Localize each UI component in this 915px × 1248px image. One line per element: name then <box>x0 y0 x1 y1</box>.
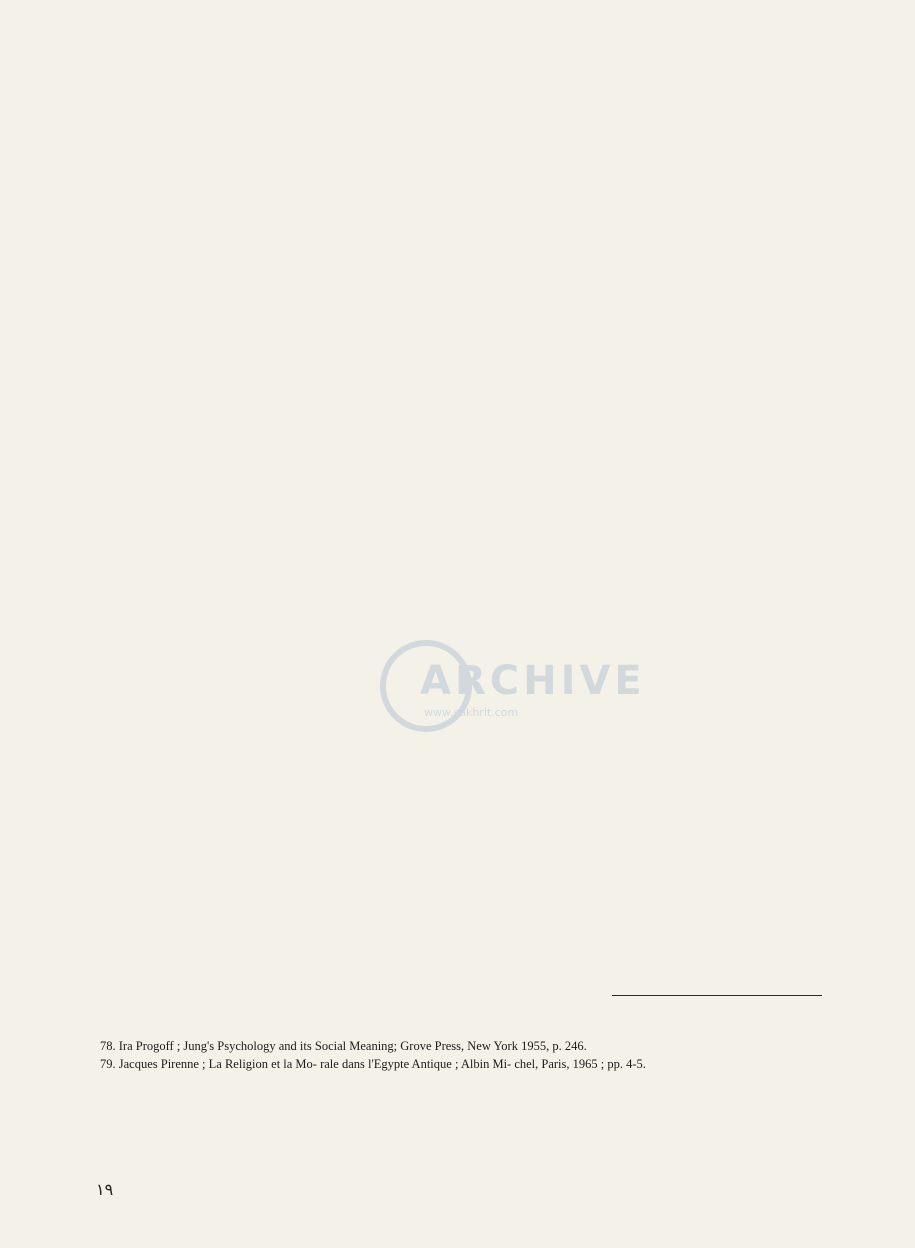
page-number: ١٩ <box>96 1180 114 1199</box>
watermark-name: ARCHIVE <box>420 658 646 704</box>
watermark-circle-icon <box>380 640 472 732</box>
archive-watermark-logo <box>380 640 646 730</box>
footnote-divider <box>612 995 822 996</box>
watermark-subtitle: www.sakhrit.com <box>424 706 519 719</box>
footnote-78: 78. Ira Progoff ; Jung's Psychology and its Social Meaning; Grove Press, New York 1955, p. 246. <box>100 1039 587 1053</box>
footnote-79: 79. Jacques Pirenne ; La Religion et la Mo- rale dans l'Egypte Antique ; Albin Mi- chel, Paris, 1965 ; pp. 4-5. <box>100 1057 646 1071</box>
